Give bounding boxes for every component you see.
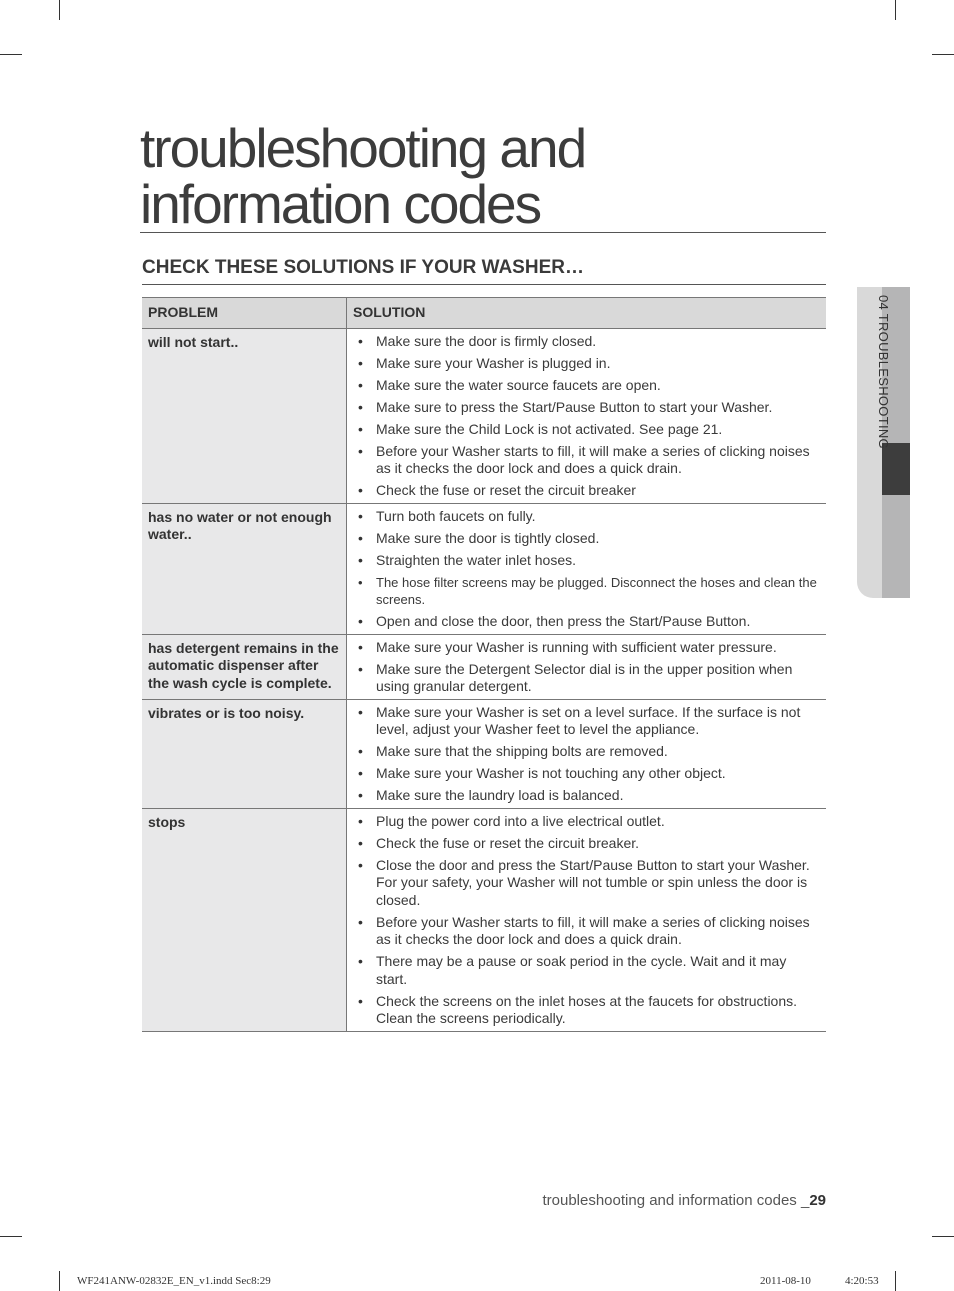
solution-column-header: SOLUTION [347, 298, 827, 329]
problem-column-header: PROBLEM [142, 298, 347, 329]
solution-item: • There may be a pause or soak period in the cycle. Wait and it may start. [353, 953, 820, 988]
solution-item: • Make sure your Washer is plugged in. [353, 355, 820, 373]
solution-item: • Make sure the door is tightly closed. [353, 530, 820, 548]
table-row [142, 808, 826, 1031]
crop-mark-top-right-h [932, 54, 954, 55]
troubleshooting-table [142, 297, 826, 1032]
solution-item: • Before your Washer starts to fill, it will make a series of clicking noises as it checks the door lock and does a quick drain. [353, 443, 820, 478]
crop-mark-top-left-v [59, 0, 60, 20]
solution-item: • Check the screens on the inlet hoses at the faucets for obstructions. Clean the screens periodically. [353, 993, 820, 1028]
solution-item: • Make sure the laundry load is balanced. [353, 787, 820, 805]
page-title-line-1: troubleshooting and [140, 117, 586, 179]
chapter-side-tab-marker [882, 443, 910, 495]
solution-list [353, 333, 820, 500]
solution-item: • Make sure the door is firmly closed. [353, 333, 820, 351]
crop-mark-top-left-h [0, 54, 22, 55]
solution-item: • Make sure the Detergent Selector dial is in the upper position when using granular detergent. [353, 661, 820, 696]
solution-item-text: Close the door and press the Start/Pause Button to start your Washer. [376, 856, 810, 873]
solution-cell [347, 699, 827, 808]
solution-item: • Check the fuse or reset the circuit breaker [353, 482, 820, 500]
table-row [142, 503, 826, 634]
table-row [142, 634, 826, 699]
table-row [142, 328, 826, 503]
table-header-row [142, 298, 826, 329]
solution-item: • Make sure to press the Start/Pause Button to start your Washer. [353, 399, 820, 417]
solution-item [353, 857, 820, 910]
solution-item: • Check the fuse or reset the circuit breaker. [353, 835, 820, 853]
solution-cell [347, 808, 827, 1031]
solution-item: • Make sure the water source faucets are open. [353, 377, 820, 395]
solution-item: • Make sure that the shipping bolts are removed. [353, 743, 820, 761]
solution-cell [347, 503, 827, 634]
solution-list [353, 704, 820, 805]
solution-list [353, 508, 820, 631]
solution-item: • Turn both faucets on fully. [353, 508, 820, 526]
solution-cell [347, 634, 827, 699]
crop-mark-bottom-left-v [59, 1271, 60, 1291]
solution-list [353, 639, 820, 696]
footer-text: troubleshooting and information codes _ [542, 1192, 810, 1209]
print-slug-file: WF241ANW-02832E_EN_v1.indd Sec8:29 [77, 1275, 271, 1287]
crop-mark-top-right-v [895, 0, 896, 20]
solution-list [353, 813, 820, 1028]
problem-cell: will not start.. [142, 328, 347, 503]
print-slug-date: 2011-08-10 [760, 1275, 811, 1287]
solution-item: • Straighten the water inlet hoses. [353, 552, 820, 570]
solution-item: • Before your Washer starts to fill, it will make a series of clicking noises as it checks the door lock and does a quick drain. [353, 914, 820, 949]
problem-cell: stops [142, 808, 347, 1031]
page-title [140, 117, 826, 235]
page-footer [542, 1192, 826, 1209]
crop-mark-bottom-right-v [895, 1271, 896, 1291]
solution-item: • The hose filter screens may be plugged. Disconnect the hoses and clean the screens. [353, 574, 820, 609]
solution-item: • Make sure your Washer is running with sufficient water pressure. [353, 639, 820, 657]
page-number: 29 [809, 1192, 826, 1209]
problem-cell: vibrates or is too noisy. [142, 699, 347, 808]
solution-cell [347, 328, 827, 503]
problem-cell: has detergent remains in the automatic dispenser after the wash cycle is complete. [142, 634, 347, 699]
crop-mark-bottom-right-h [932, 1236, 954, 1237]
print-slug-time: 4:20:53 [845, 1275, 879, 1287]
solution-item: • Make sure your Washer is not touching any other object. [353, 765, 820, 783]
solution-item: • Make sure the Child Lock is not activated. See page 21. [353, 421, 820, 439]
solution-item-note: For your safety, your Washer will not tumble or spin unless the door is closed. [376, 874, 808, 908]
section-heading: CHECK THESE SOLUTIONS IF YOUR WASHER… [142, 257, 826, 285]
crop-mark-bottom-left-h [0, 1236, 22, 1237]
solution-item: • Open and close the door, then press the Start/Pause Button. [353, 613, 820, 631]
chapter-side-tab-label: 04 TROUBLESHOOTING [876, 295, 891, 449]
page-title-line-2: information codes [140, 173, 541, 235]
solution-item: • Make sure your Washer is set on a level surface. If the surface is not level, adjust your Washer feet to level the appliance. [353, 704, 820, 739]
solution-item: • Plug the power cord into a live electrical outlet. [353, 813, 820, 831]
problem-cell: has no water or not enough water.. [142, 503, 347, 634]
table-row [142, 699, 826, 808]
